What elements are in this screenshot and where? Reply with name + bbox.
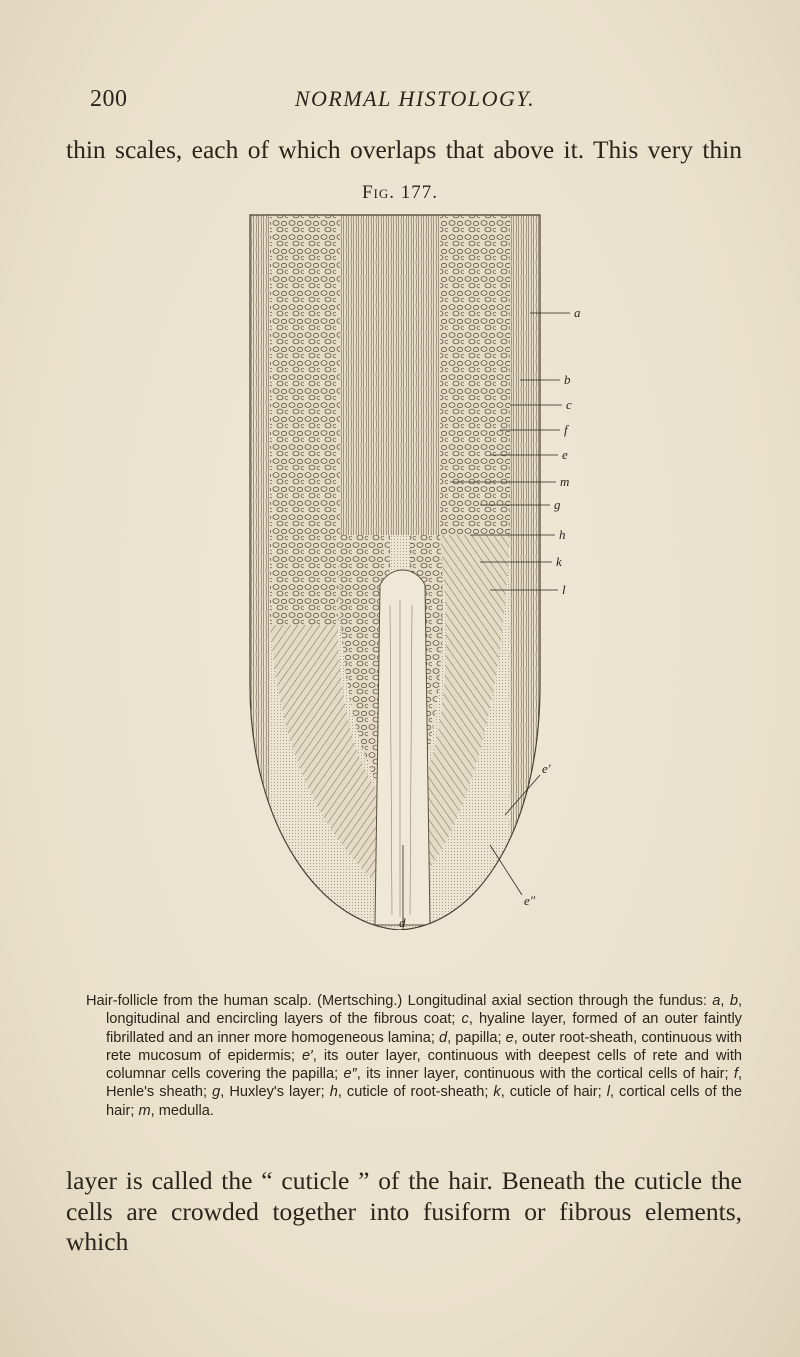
fig-letter-e: e (562, 447, 568, 462)
hair-follicle-figure (240, 205, 610, 930)
fig-letter-d: d (399, 915, 406, 930)
running-head (90, 86, 740, 116)
fig-letter-e1: e′ (542, 761, 551, 776)
fig-letter-h: h (559, 527, 566, 542)
fig-letter-g: g (554, 497, 561, 512)
fig-letter-e2: e″ (524, 893, 536, 908)
running-title: NORMAL HISTOLOGY. (294, 86, 536, 111)
fig-letter-c: c (566, 397, 572, 412)
fig-letter-m: m (560, 474, 570, 489)
fig-letter-l: l (562, 582, 566, 597)
body-text-bottom-2: cells are crowded together into fusiform or fibrous elements, which (66, 1197, 742, 1256)
body-text-bottom-1: layer is called the “ cuticle ” of the hair. Beneath the cuticle the (66, 1166, 742, 1195)
fig-letter-b: b (564, 372, 571, 387)
fig-letter-f: f (564, 422, 568, 437)
body-text-top: thin scales, each of which overlaps that above it. This very thin (66, 135, 742, 164)
fig-letter-a: a (574, 305, 581, 320)
figure-label: Fig. 177. (361, 182, 439, 203)
figure-caption: Hair-follicle from the human scalp. (Mertsching.) Longitudinal axial section through the fundus: a, b, longitudinal and encircling layers of the fibrous coat; c, hyaline layer, formed of an outer faintly fibrillated and an inner more homogeneous lamina; d, papilla; e, outer root-sheath, continuous with rete mucosum of epidermis; e′, its outer layer, continuous with deepest cells of rete and with columnar cells covering the papilla; e″, its inner layer, continuous with the cortical cells of hair; f, Henle's sheath; g, Huxley's layer; h, cuticle of root-sheath; k, cuticle of hair; l, cortical cells of the hair; m, medulla. (86, 993, 742, 1119)
page-number: 200 (90, 86, 128, 112)
fig-letter-k: k (556, 554, 562, 569)
